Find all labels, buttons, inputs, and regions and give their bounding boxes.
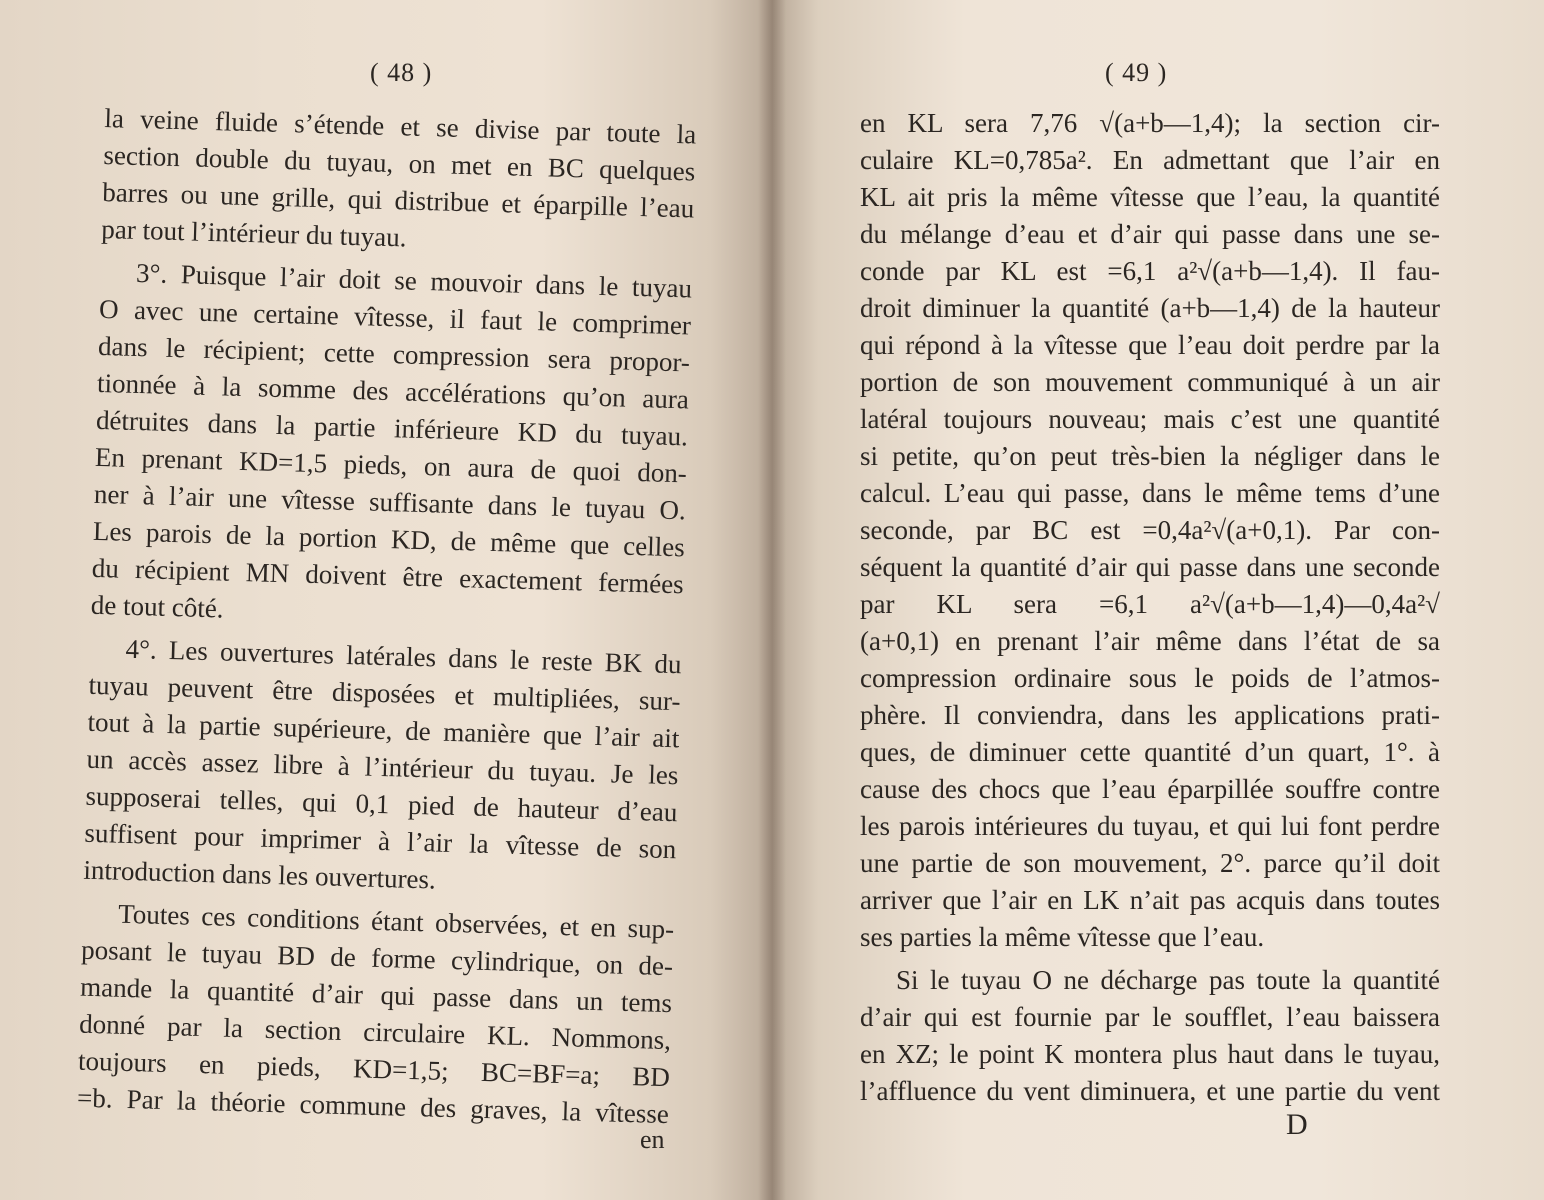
text-line: suffisent pour imprimer à l’air la vîtesse de son: [84, 817, 677, 865]
text-line: introduction dans les ouvertures.: [83, 854, 437, 895]
text-line: posant le tuyau BD de forme cylindrique, on de-: [80, 934, 674, 982]
right-page: [772, 0, 1544, 1200]
text-line: KL ait pris la même vîtesse que l’eau, la quantité: [860, 182, 1440, 212]
text-line: arriver que l’air en LK n’ait pas acquis dans toutes: [860, 885, 1440, 915]
text-line: ses parties la même vîtesse que l’eau.: [860, 922, 1265, 952]
text-line: cause des chocs que l’eau éparpillée souffre contre: [860, 774, 1440, 804]
text-line: (a+0,1) en prenant l’air même dans l’état de sa: [860, 626, 1440, 656]
text-line: une partie de son mouvement, 2°. parce qu’il doit: [860, 848, 1440, 878]
text-line: tout à la partie supérieure, de manière que l’air ait: [87, 706, 680, 754]
text-line: en KL sera 7,76 √(a+b—1,4); la section cir-: [860, 108, 1440, 138]
text-line: donné par la section circulaire KL. Nommons,: [78, 1008, 672, 1056]
page-number-49: ( 49 ): [1105, 58, 1168, 87]
text-line: toujours en pieds, KD=1,5; BC=BF=a; BD: [77, 1045, 671, 1093]
text-line: section double du tuyau, on met en BC quelques: [103, 139, 696, 187]
text-line: détruites dans la partie inférieure KD du tuyau.: [95, 404, 689, 452]
text-line: latéral toujours nouveau; mais c’est une quantité: [860, 404, 1440, 434]
text-line: conde par KL est =6,1 a²√(a+b—1,4). Il fau-: [860, 256, 1440, 286]
text-line: dans le récipient; cette compression sera propor-: [97, 330, 691, 378]
text-line: les parois intérieures du tuyau, et qui lui font perdre: [860, 811, 1440, 841]
text-line: compression ordinaire sous le poids de l’atmos-: [860, 663, 1440, 693]
text-line: d’air qui est fournie par le soufflet, l’eau baissera: [860, 1002, 1440, 1032]
text-line: O avec une certaine vîtesse, il faut le comprimer: [98, 293, 692, 341]
text-line: En prenant KD=1,5 pieds, on aura de quoi don-: [94, 441, 688, 489]
page-number-48: ( 48 ): [370, 58, 433, 87]
text-line: 3°. Puisque l’air doit se mouvoir dans le tuyau: [135, 257, 693, 304]
text-line: tuyau peuvent être disposées et multipliées, sur-: [88, 669, 681, 717]
text-line: de tout côté.: [90, 589, 224, 624]
text-line: phère. Il conviendra, dans les applications prati-: [860, 700, 1440, 730]
text-line: calcul. L’eau qui passe, dans le même tems d’une: [860, 478, 1440, 508]
text-line: en XZ; le point K montera plus haut dans le tuyau,: [860, 1039, 1440, 1069]
text-line: droit diminuer la quantité (a+b—1,4) de la hauteur: [860, 293, 1440, 323]
right-text-block: [860, 105, 1440, 1110]
text-line: par tout l’intérieur du tuyau.: [100, 213, 407, 253]
text-line: la veine fluide s’étende et se divise par toute la: [104, 102, 697, 150]
text-line: barres ou une grille, qui distribue et éparpille l’eau: [102, 176, 695, 224]
text-line: séquent la quantité d’air qui passe dans une seconde: [860, 552, 1440, 582]
left-text-block: [77, 100, 697, 1133]
text-line: si petite, qu’on peut très-bien la négliger dans le: [860, 441, 1440, 471]
text-line: du mélange d’eau et d’air qui passe dans une se-: [860, 219, 1440, 249]
text-line: du récipient MN doivent être exactement fermées: [91, 552, 685, 600]
text-line: qui répond à la vîtesse que l’eau doit perdre par la: [860, 330, 1440, 360]
text-line: tionnée à la somme des accélérations qu’on aura: [96, 367, 690, 415]
text-line: ner à l’air une vîtesse suffisante dans le tuyau O.: [93, 478, 687, 526]
text-line: 4°. Les ouvertures latérales dans le reste BK du: [125, 633, 682, 680]
catchword: en: [640, 1125, 665, 1154]
text-line: =b. Par la théorie commune des graves, la vîtesse: [76, 1082, 670, 1130]
text-line: mande la quantité d’air qui passe dans un tems: [79, 971, 673, 1019]
signature-mark: D: [1286, 1108, 1309, 1141]
text-line: portion de son mouvement communiqué à un air: [860, 367, 1440, 397]
text-line: par KL sera =6,1 a²√(a+b—1,4)—0,4a²√: [860, 589, 1440, 619]
text-line: un accès assez libre à l’intérieur du tuyau. Je les: [86, 743, 679, 791]
text-line: Les parois de la portion KD, de même que celles: [92, 515, 686, 563]
text-line: ques, de diminuer cette quantité d’un quart, 1°. à: [860, 737, 1440, 767]
text-line: culaire KL=0,785a². En admettant que l’air en: [860, 145, 1440, 175]
text-line: Toutes ces conditions étant observées, et en sup-: [117, 898, 675, 945]
text-line: seconde, par BC est =0,4a²√(a+0,1). Par con-: [860, 515, 1440, 545]
text-line: supposerai telles, qui 0,1 pied de hauteur d’eau: [85, 780, 678, 828]
text-line: Si le tuyau O ne décharge pas toute la quantité: [896, 965, 1440, 995]
text-line: l’affluence du vent diminuera, et une partie du vent: [860, 1076, 1440, 1106]
